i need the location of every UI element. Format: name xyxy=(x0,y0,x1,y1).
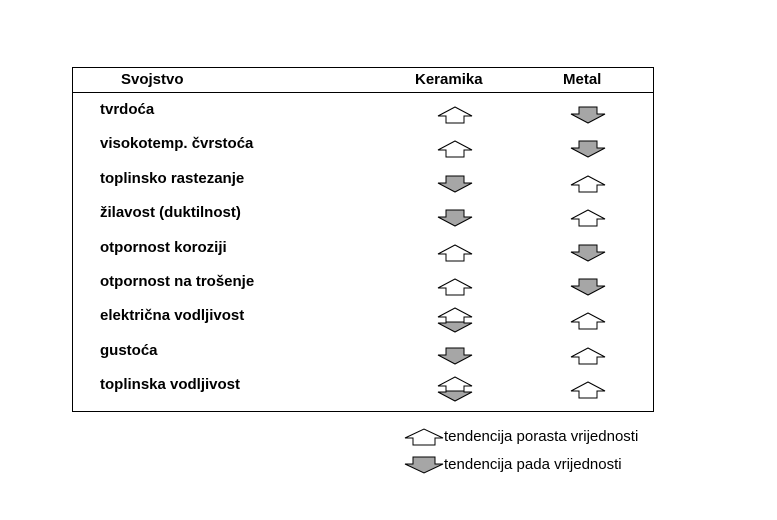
up-arrow-icon xyxy=(570,310,606,332)
down-arrow-icon xyxy=(437,345,473,367)
table-row xyxy=(0,273,777,307)
up-arrow-icon xyxy=(437,138,473,160)
up-arrow-icon xyxy=(437,276,473,298)
property-label: toplinska vodljivost xyxy=(100,376,241,394)
down-arrow-icon xyxy=(404,455,444,480)
up-arrow-icon xyxy=(570,207,606,229)
property-label: toplinsko rastezanje xyxy=(100,169,245,187)
table-row xyxy=(0,204,777,238)
property-label: električna vodljivost xyxy=(100,307,245,325)
property-label: žilavost (duktilnost) xyxy=(100,204,241,222)
down-arrow-icon xyxy=(570,138,606,160)
up-arrow-icon xyxy=(570,379,606,401)
down-arrow-icon xyxy=(437,207,473,229)
table-row xyxy=(0,307,777,341)
down-arrow-icon xyxy=(570,276,606,298)
up-down-arrow-icon xyxy=(437,307,473,329)
down-arrow-icon xyxy=(570,242,606,264)
up-arrow-icon xyxy=(437,104,473,126)
table-row xyxy=(0,239,777,273)
header-ceramics: Keramika xyxy=(415,71,483,88)
legend-down-label: tendencija pada vrijednosti xyxy=(444,456,622,473)
up-arrow-icon xyxy=(404,427,444,452)
property-label: visokotemp. čvrstoća xyxy=(100,135,254,153)
up-arrow-icon xyxy=(437,242,473,264)
property-label: otpornost na trošenje xyxy=(100,273,255,290)
property-label: tvrdoća xyxy=(100,101,155,118)
down-arrow-icon xyxy=(437,173,473,195)
header-property: Svojstvo xyxy=(121,71,184,88)
legend-up-label: tendencija porasta vrijednosti xyxy=(444,428,639,445)
header-metal: Metal xyxy=(563,71,602,88)
table-row xyxy=(0,135,777,169)
property-label: otpornost koroziji xyxy=(100,238,227,256)
table-row xyxy=(0,376,777,410)
down-arrow-icon xyxy=(570,104,606,126)
legend-up xyxy=(404,427,684,447)
property-label: gustoća xyxy=(100,341,158,359)
up-down-arrow-icon xyxy=(437,376,473,398)
up-arrow-icon xyxy=(570,173,606,195)
table-row xyxy=(0,170,777,204)
table-row xyxy=(0,101,777,135)
up-arrow-icon xyxy=(570,345,606,367)
header-divider xyxy=(72,92,654,93)
legend-down xyxy=(404,455,684,475)
table-row xyxy=(0,342,777,376)
